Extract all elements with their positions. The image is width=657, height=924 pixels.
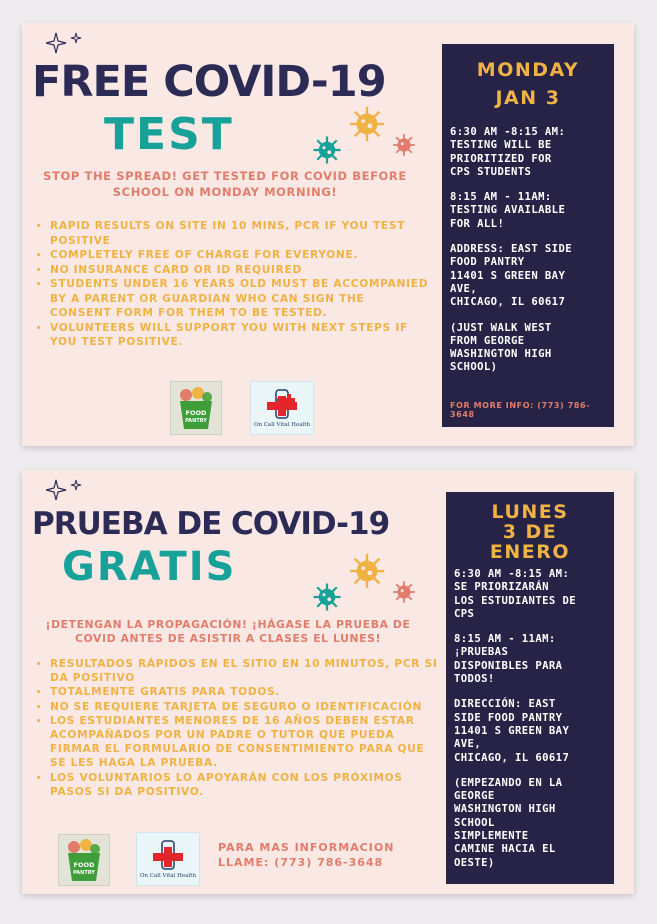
medical-cross-icon	[265, 388, 299, 420]
bullet-list	[32, 657, 442, 799]
schedule-panel	[446, 492, 614, 884]
address-block: DIRECCIÓN: EAST SIDE FOOD PANTRY 11401 S GREEN BAY AVE, CHICAGO, IL 60617	[454, 698, 570, 764]
day-heading: MONDAY	[476, 59, 580, 81]
list-item: • VOLUNTEERS WILL SUPPORT YOU WITH NEXT STEPS IF YOU TEST POSITIVE.	[50, 321, 430, 350]
health-logo-label: On Call Vital Health	[139, 873, 197, 879]
list-item: • RESULTADOS RÁPIDOS EN EL SITIO EN 10 MINUTOS, PCR SI DA POSITIVO	[50, 657, 442, 685]
virus-icon	[312, 135, 342, 165]
list-item: • LOS VOLUNTARIOS LO APOYARÁN CON LOS PRÓXIMOS PASOS SI DA POSITIVO.	[50, 771, 442, 799]
list-item: • RAPID RESULTS ON SITE IN 10 MINS, PCR IF YOU TEST POSITIVE	[50, 219, 430, 248]
priority-time-block: 6:30 AM -8:15 AM: TESTING WILL BE PRIORITIZED FOR CPS STUDENTS	[450, 126, 566, 178]
sparkle-icon	[46, 478, 86, 502]
food-basket-icon	[174, 385, 218, 431]
date-heading: 3 DE	[502, 521, 558, 543]
more-info-phone: FOR MORE INFO: (773) 786-3648	[450, 401, 591, 419]
month-heading: ENERO	[489, 541, 571, 563]
medical-cross-icon	[151, 839, 185, 871]
day-heading: LUNES	[491, 501, 569, 523]
intro-text: ¡DETENGAN LA PROPAGACIÓN! ¡HÁGASE LA PRUEBA DE COVID ANTES DE ASISTIR A CLASES EL LUNES!	[45, 618, 411, 645]
flyer-spanish	[22, 470, 634, 894]
list-item: • COMPLETELY FREE OF CHARGE FOR EVERYONE.	[50, 248, 430, 263]
food-pantry-label: FOOD	[185, 409, 207, 417]
address-block: ADDRESS: EAST SIDE FOOD PANTRY 11401 S GREEN BAY AVE, CHICAGO, IL 60617	[450, 243, 573, 309]
virus-icon	[348, 105, 386, 143]
subtitle: GRATIS	[62, 544, 237, 590]
schedule-panel	[442, 44, 614, 427]
list-item: • LOS ESTUDIANTES MENORES DE 16 AÑOS DEBEN ESTAR ACOMPAÑADOS POR UN PADRE O TUTOR QUE PUEDA FIRMAR EL FORMULARIO DE CONSENTIMIENTO PARA QUE SE LES HAGA LA PRUEBA.	[50, 714, 442, 771]
virus-icon	[312, 582, 342, 612]
directions-block: (EMPEZANDO EN LA GEORGE WASHINGTON HIGH SCHOOL SIMPLEMENTE CAMINE HACIA EL OESTE)	[454, 776, 563, 869]
list-item: • NO INSURANCE CARD OR ID REQUIRED	[50, 263, 430, 278]
title: FREE COVID-19	[32, 57, 386, 107]
food-pantry-logo	[58, 834, 110, 886]
list-item: • NO SE REQUIERE TARJETA DE SEGURO O IDENTIFICACIÓN	[50, 700, 442, 714]
general-time-block: 8:15 AM - 11AM: TESTING AVAILABLE FOR ALL!	[450, 191, 566, 230]
food-pantry-label: PANTRY	[185, 418, 207, 424]
virus-icon	[392, 133, 416, 157]
contact-info: PARA MAS INFORMACION LLAME: (773) 786-3648	[218, 841, 395, 869]
priority-time-block: 6:30 AM -8:15 AM: SE PRIORIZARÁN LOS ESTUDIANTES DE CPS	[454, 568, 577, 620]
health-logo	[136, 832, 200, 886]
food-pantry-label: PANTRY	[73, 870, 95, 876]
schedule-details	[442, 126, 614, 375]
sparkle-icon	[46, 31, 86, 55]
list-item: • STUDENTS UNDER 16 YEARS OLD MUST BE ACCOMPANIED BY A PARENT OR GUARDIAN WHO CAN SIGN THE CONSENT FORM FOR THEM TO BE TESTED.	[50, 277, 430, 321]
food-pantry-logo	[170, 381, 222, 435]
date-heading: JAN 3	[495, 87, 561, 109]
subtitle: TEST	[104, 109, 234, 160]
directions-block: (JUST WALK WEST FROM GEORGE WASHINGTON HIGH SCHOOL)	[450, 321, 552, 374]
intro-text: STOP THE SPREAD! GET TESTED FOR COVID BEFORE SCHOOL ON MONDAY MORNING!	[43, 169, 407, 199]
list-item: • TOTALMENTE GRATIS PARA TODOS.	[50, 685, 442, 699]
virus-icon	[392, 580, 416, 604]
schedule-details	[446, 568, 614, 870]
flyer-english	[22, 23, 634, 446]
health-logo-label: On Call Vital Health	[253, 422, 311, 428]
food-pantry-label: FOOD	[73, 861, 95, 869]
general-time-block: 8:15 AM - 11AM: ¡PRUEBAS DISPONIBLES PARA TODOS!	[454, 633, 563, 686]
bullet-list	[32, 219, 430, 350]
health-logo	[250, 381, 314, 435]
food-basket-icon	[62, 837, 106, 883]
virus-icon	[348, 552, 386, 590]
title: PRUEBA DE COVID-19	[32, 506, 390, 542]
